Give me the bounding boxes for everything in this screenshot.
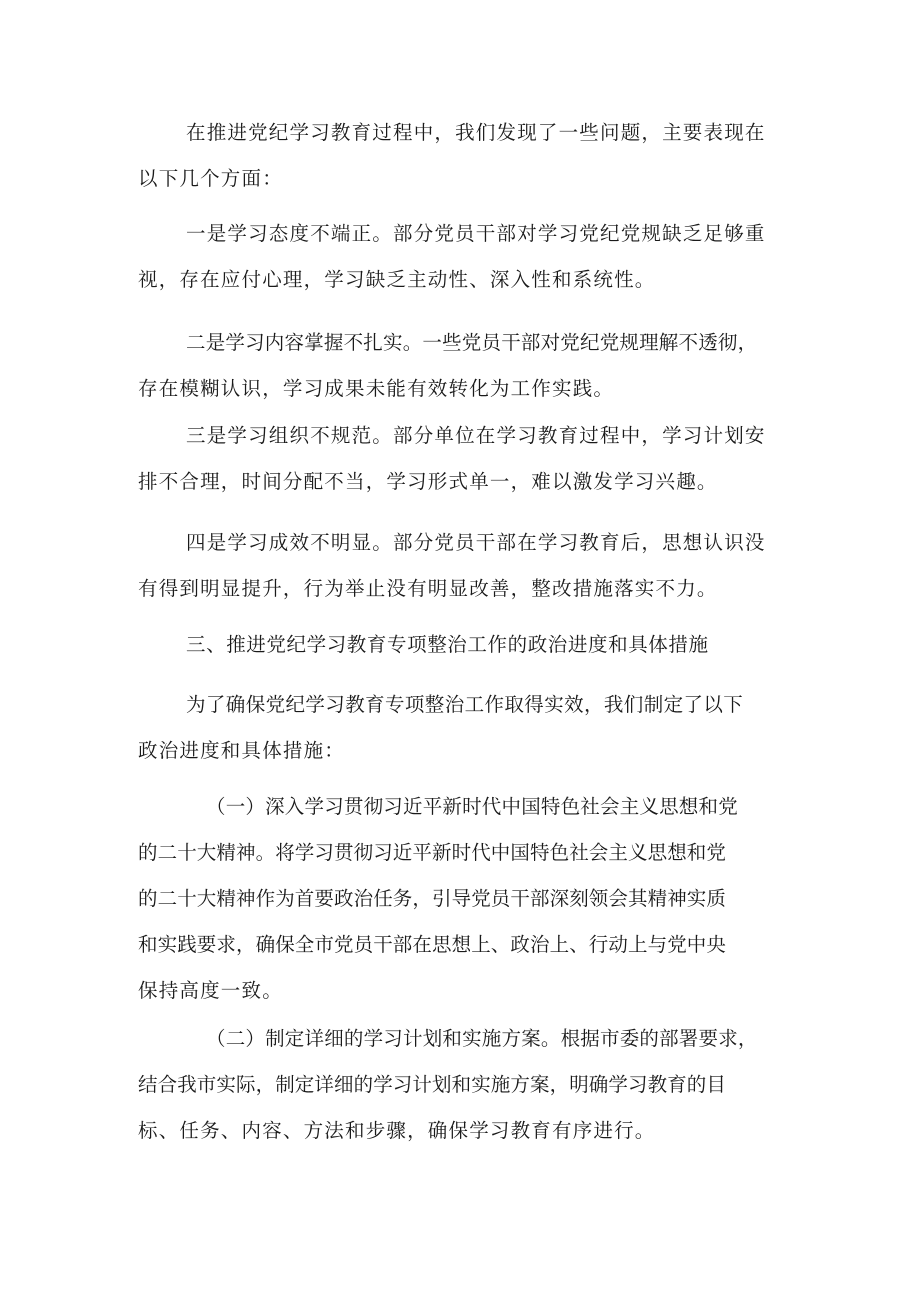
paragraph-line: 保持高度一致。 <box>138 979 283 1002</box>
paragraph-line: 结合我市实际，制定详细的学习计划和实施方案，明确学习教育的目 <box>138 1073 727 1096</box>
paragraph-line: 为了确保党纪学习教育专项整治工作取得实效，我们制定了以下 <box>186 693 744 716</box>
paragraph-line: 的二十大精神作为首要政治任务，引导党员干部深刻领会其精神实质 <box>138 887 727 910</box>
paragraph-line: 四是学习成效不明显。部分党员干部在学习教育后，思想认识没 <box>186 531 766 554</box>
paragraph-line: 视，存在应付心理，学习缺乏主动性、深入性和系统性。 <box>138 268 656 291</box>
paragraph-line: （一）深入学习贯彻习近平新时代中国特色社会主义思想和党 <box>206 795 738 818</box>
paragraph-problem-2 <box>138 320 788 412</box>
paragraph-line: 的二十大精神。将学习贯彻习近平新时代中国特色社会主义思想和党 <box>138 841 727 864</box>
paragraph-problem-3 <box>138 413 788 505</box>
paragraph-line: 二是学习内容掌握不扎实。一些党员干部对党纪党规理解不透彻， <box>186 331 758 354</box>
paragraph-line: 以下几个方面： <box>138 167 283 190</box>
paragraph-line: 在推进党纪学习教育过程中，我们发现了一些问题，主要表现在 <box>186 121 766 144</box>
paragraph-line: 和实践要求，确保全市党员干部在思想上、政治上、行动上与党中央 <box>138 933 727 956</box>
paragraph-line: 排不合理，时间分配不当，学习形式单一，难以激发学习兴趣。 <box>138 470 718 493</box>
paragraph-line: 一是学习态度不端正。部分党员干部对学习党纪党规缺乏足够重 <box>186 222 766 245</box>
paragraph-measure-1 <box>138 784 788 1014</box>
paragraph-line: 三是学习组织不规范。部分单位在学习教育过程中，学习计划安 <box>186 424 766 447</box>
section-3-heading <box>138 622 788 668</box>
paragraph-section-3-intro <box>138 682 788 774</box>
paragraph-problem-1 <box>138 211 788 303</box>
paragraph-line: （二）制定详细的学习计划和实施方案。根据市委的部署要求， <box>206 1027 758 1050</box>
paragraph-problem-4 <box>138 520 788 612</box>
paragraph-line: 标、任务、内容、方法和步骤，确保学习教育有序进行。 <box>138 1119 656 1142</box>
paragraph-line: 存在模糊认识，学习成果未能有效转化为工作实践。 <box>138 377 615 400</box>
paragraph-line: 政治进度和具体措施： <box>138 739 346 762</box>
section-heading-text: 三、推进党纪学习教育专项整治工作的政治进度和具体措施 <box>186 633 709 656</box>
paragraph-measure-2 <box>138 1016 788 1154</box>
paragraph-intro <box>138 110 788 202</box>
paragraph-line: 有得到明显提升，行为举止没有明显改善，整改措施落实不力。 <box>138 577 718 600</box>
